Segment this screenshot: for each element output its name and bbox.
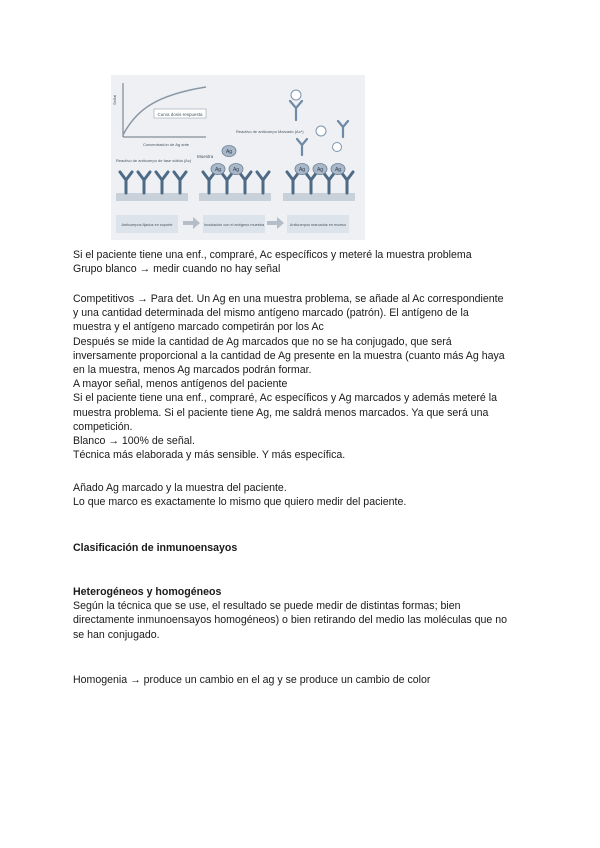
text-line: Si el paciente tiene una enf., compraré, Ac específicos y meteré la muestra problema [73, 249, 472, 261]
text-line: muestra y el antígeno marcado competirán por los Ac [73, 321, 324, 334]
homogenia-paragraph [73, 673, 543, 687]
text-line: competición. [73, 420, 133, 433]
text-line: Grupo blanco → medir cuando no hay señal [73, 263, 281, 276]
antigen-label: Ag [232, 167, 240, 173]
antigen-label: Ag [316, 167, 324, 173]
paragraph-3 [73, 481, 543, 509]
text-line: Después se mide la cantidad de Ag marcados que no se ha conjugado, que será [73, 335, 452, 348]
chart-y-axis-label: Señal [112, 94, 117, 105]
paragraph-1 [73, 248, 543, 276]
chart-x-axis-label: Concentración de Ag ante [142, 142, 190, 147]
paragraph-2 [73, 292, 543, 462]
heading-text: Heterogéneos y homogéneos [73, 586, 222, 598]
text-line: A mayor señal, menos antígenos del paciente [73, 378, 288, 391]
marked-antibody-label: Reactivo de anticuerpo Marcado (Ac*) [236, 129, 304, 134]
sample-label: Muestra [197, 154, 214, 159]
text-line: inversamente proporcional a la cantidad de Ag presente en la muestra (cuanto más Ag haya [73, 349, 505, 362]
chart-curve-label: Curva dosis-respuesta [157, 112, 203, 117]
text-line: Blanco → 100% de señal. [73, 435, 195, 448]
step1-caption: Anticuerpos fijados en soporte [121, 223, 173, 227]
text-line: Si el paciente tiene una enf., compraré, Ac específicos y Ag marcados y además meteré la [73, 392, 497, 405]
heading-text: Clasificación de inmunoensayos [73, 542, 238, 554]
text-line: directamente inmunoensayos homogéneos) o bien retirando del medio las moléculas que no [73, 614, 508, 627]
text-line: y una cantidad determinada del mismo antígeno marcado (patrón). El antígeno de la [73, 307, 469, 320]
heading-classification [73, 541, 543, 555]
text-line: Añado Ag marcado y la muestra del paciente. [73, 482, 287, 494]
text-line: Lo que marco es exactamente lo mismo que quiero medir del paciente. [73, 496, 407, 509]
immunoassay-diagram [111, 75, 365, 240]
antigen-label: Ag [334, 167, 342, 173]
text-line: Según la técnica que se use, el resultado se puede medir de distintas formas; bien [73, 600, 461, 613]
section-hetero-homo [73, 585, 543, 642]
step2-caption: Incubación con el antígeno muestra [203, 223, 265, 227]
text-line: se han conjugado. [73, 628, 160, 641]
antigen-label: Ag [225, 149, 233, 155]
text-line: Homogenia → produce un cambio en el ag y se produce un cambio de color [73, 674, 431, 686]
reagent-label: Reactivo de anticuerpo de fase sólida (Ac) [116, 158, 192, 163]
antigen-label: Ag [298, 167, 306, 173]
text-line: Competitivos → Para det. Un Ag en una muestra problema, se añade al Ac correspondiente [73, 293, 504, 305]
step3-caption: Anticuerpos marcados en exceso [289, 223, 347, 227]
text-line: muestra problema. Si el paciente tiene Ag, me saldrá menos marcados. Ya que será una [73, 406, 489, 419]
antigen-label: Ag [214, 167, 222, 173]
text-line: en la muestra, menos Ag marcados podrán formar. [73, 364, 312, 377]
text-line: Técnica más elaborada y más sensible. Y más específica. [73, 449, 346, 462]
